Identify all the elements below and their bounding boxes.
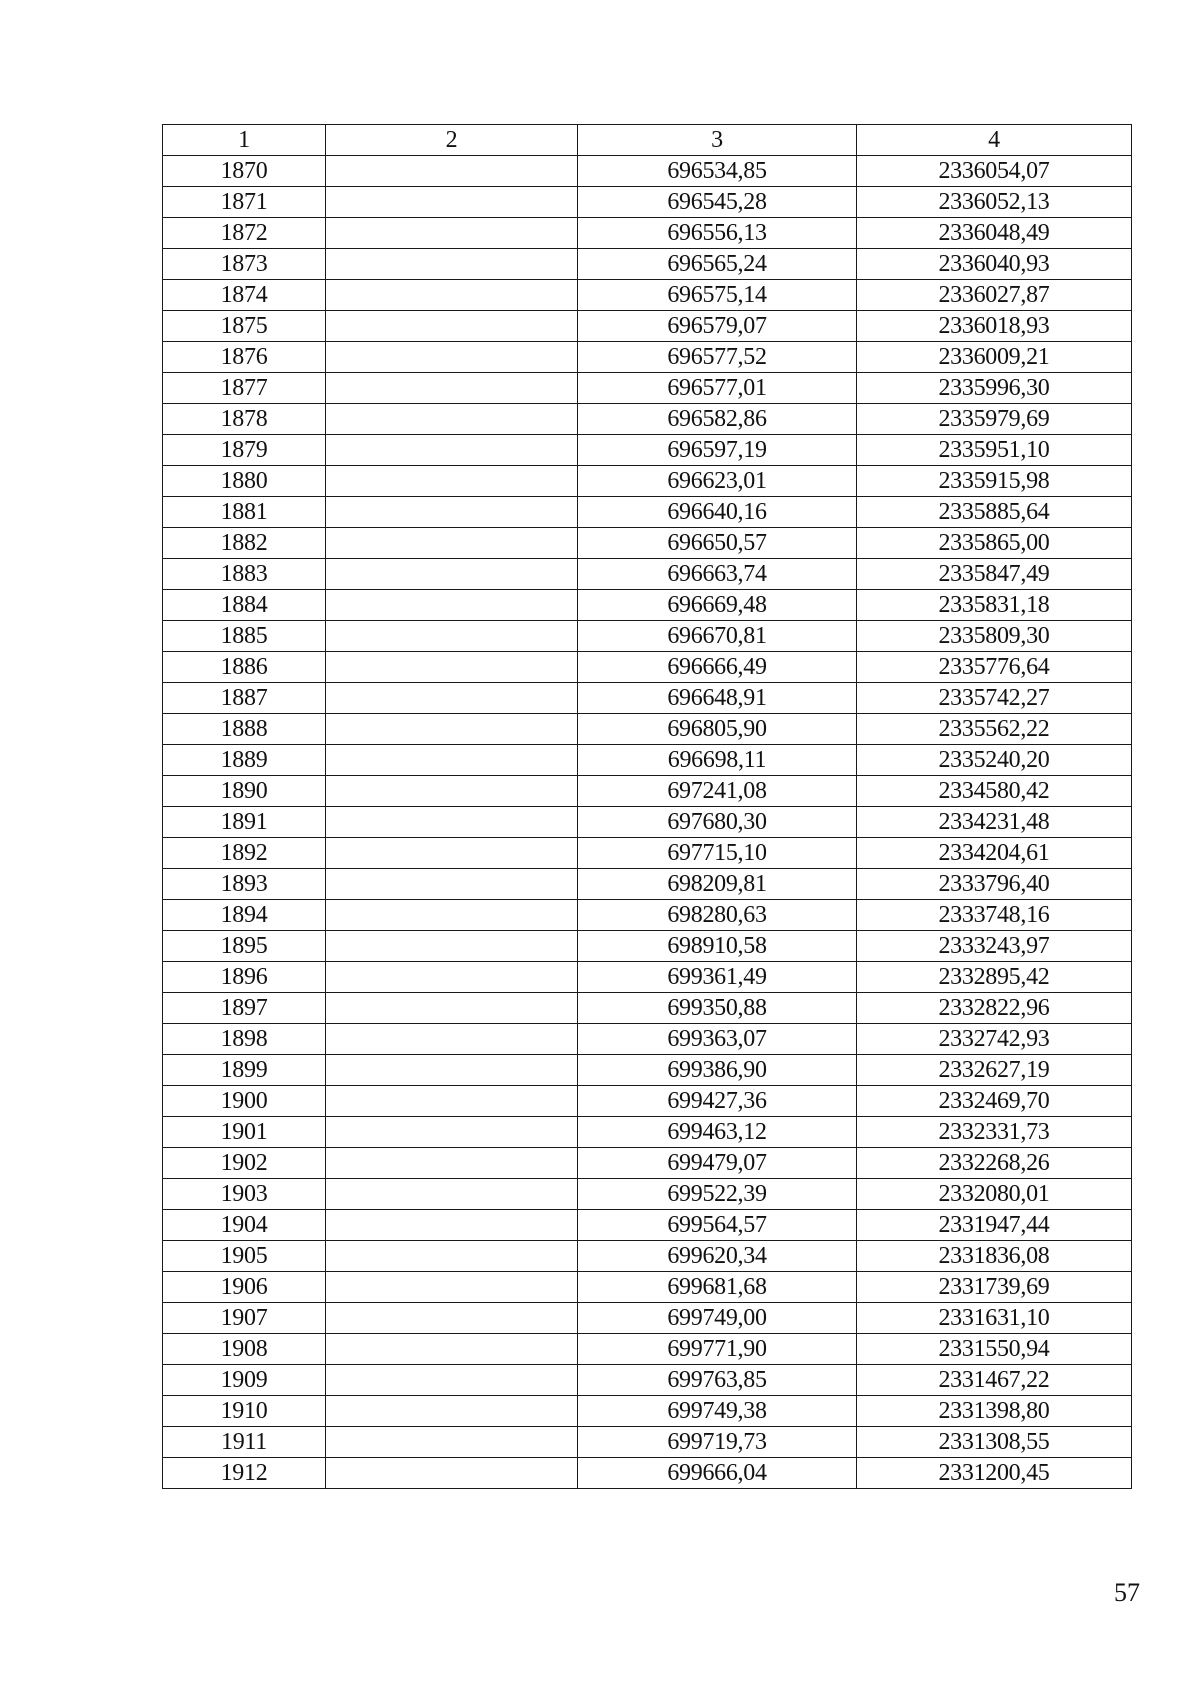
table-row bbox=[163, 1241, 1132, 1272]
point-number-cell: 1881 bbox=[163, 497, 326, 528]
table-row bbox=[163, 1303, 1132, 1334]
empty-cell bbox=[326, 559, 578, 590]
empty-cell bbox=[326, 466, 578, 497]
x-coordinate-cell: 696650,57 bbox=[578, 528, 857, 559]
point-number-cell: 1908 bbox=[163, 1334, 326, 1365]
empty-cell bbox=[326, 683, 578, 714]
x-coordinate-cell: 699719,73 bbox=[578, 1427, 857, 1458]
empty-cell bbox=[326, 373, 578, 404]
x-coordinate-cell: 699620,34 bbox=[578, 1241, 857, 1272]
table-row bbox=[163, 1024, 1132, 1055]
table-row bbox=[163, 1055, 1132, 1086]
x-coordinate-cell: 699463,12 bbox=[578, 1117, 857, 1148]
x-coordinate-cell: 696669,48 bbox=[578, 590, 857, 621]
point-number-cell: 1884 bbox=[163, 590, 326, 621]
table-row bbox=[163, 249, 1132, 280]
table-row bbox=[163, 1210, 1132, 1241]
empty-cell bbox=[326, 1117, 578, 1148]
x-coordinate-cell: 699763,85 bbox=[578, 1365, 857, 1396]
empty-cell bbox=[326, 714, 578, 745]
table-row bbox=[163, 404, 1132, 435]
x-coordinate-cell: 699681,68 bbox=[578, 1272, 857, 1303]
empty-cell bbox=[326, 1024, 578, 1055]
point-number-cell: 1910 bbox=[163, 1396, 326, 1427]
y-coordinate-cell: 2335562,22 bbox=[857, 714, 1132, 745]
point-number-cell: 1905 bbox=[163, 1241, 326, 1272]
empty-cell bbox=[326, 993, 578, 1024]
table-row bbox=[163, 435, 1132, 466]
y-coordinate-cell: 2333796,40 bbox=[857, 869, 1132, 900]
table-row bbox=[163, 497, 1132, 528]
table-row bbox=[163, 900, 1132, 931]
y-coordinate-cell: 2335951,10 bbox=[857, 435, 1132, 466]
point-number-cell: 1894 bbox=[163, 900, 326, 931]
table-row bbox=[163, 1334, 1132, 1365]
point-number-cell: 1893 bbox=[163, 869, 326, 900]
empty-cell bbox=[326, 1365, 578, 1396]
empty-cell bbox=[326, 187, 578, 218]
y-coordinate-cell: 2331398,80 bbox=[857, 1396, 1132, 1427]
x-coordinate-cell: 699363,07 bbox=[578, 1024, 857, 1055]
x-coordinate-cell: 699479,07 bbox=[578, 1148, 857, 1179]
point-number-cell: 1896 bbox=[163, 962, 326, 993]
table-row bbox=[163, 1365, 1132, 1396]
y-coordinate-cell: 2331836,08 bbox=[857, 1241, 1132, 1272]
column-header-2: 2 bbox=[326, 125, 578, 156]
point-number-cell: 1872 bbox=[163, 218, 326, 249]
point-number-cell: 1889 bbox=[163, 745, 326, 776]
empty-cell bbox=[326, 1241, 578, 1272]
empty-cell bbox=[326, 745, 578, 776]
table-row bbox=[163, 931, 1132, 962]
empty-cell bbox=[326, 900, 578, 931]
table-row bbox=[163, 776, 1132, 807]
table-row bbox=[163, 1179, 1132, 1210]
empty-cell bbox=[326, 280, 578, 311]
y-coordinate-cell: 2335742,27 bbox=[857, 683, 1132, 714]
x-coordinate-cell: 696623,01 bbox=[578, 466, 857, 497]
table-row bbox=[163, 528, 1132, 559]
y-coordinate-cell: 2336027,87 bbox=[857, 280, 1132, 311]
table-row bbox=[163, 1117, 1132, 1148]
point-number-cell: 1880 bbox=[163, 466, 326, 497]
point-number-cell: 1892 bbox=[163, 838, 326, 869]
table-row bbox=[163, 156, 1132, 187]
table-row bbox=[163, 342, 1132, 373]
table-row bbox=[163, 683, 1132, 714]
point-number-cell: 1878 bbox=[163, 404, 326, 435]
point-number-cell: 1883 bbox=[163, 559, 326, 590]
x-coordinate-cell: 699749,00 bbox=[578, 1303, 857, 1334]
table-row bbox=[163, 1086, 1132, 1117]
table-row bbox=[163, 1458, 1132, 1489]
x-coordinate-cell: 696582,86 bbox=[578, 404, 857, 435]
x-coordinate-cell: 696640,16 bbox=[578, 497, 857, 528]
y-coordinate-cell: 2335847,49 bbox=[857, 559, 1132, 590]
point-number-cell: 1909 bbox=[163, 1365, 326, 1396]
point-number-cell: 1870 bbox=[163, 156, 326, 187]
x-coordinate-cell: 697715,10 bbox=[578, 838, 857, 869]
y-coordinate-cell: 2332268,26 bbox=[857, 1148, 1132, 1179]
table-row bbox=[163, 590, 1132, 621]
point-number-cell: 1873 bbox=[163, 249, 326, 280]
y-coordinate-cell: 2336052,13 bbox=[857, 187, 1132, 218]
y-coordinate-cell: 2335240,20 bbox=[857, 745, 1132, 776]
x-coordinate-cell: 699749,38 bbox=[578, 1396, 857, 1427]
empty-cell bbox=[326, 249, 578, 280]
x-coordinate-cell: 699522,39 bbox=[578, 1179, 857, 1210]
empty-cell bbox=[326, 528, 578, 559]
point-number-cell: 1912 bbox=[163, 1458, 326, 1489]
empty-cell bbox=[326, 962, 578, 993]
x-coordinate-cell: 696597,19 bbox=[578, 435, 857, 466]
table-row bbox=[163, 807, 1132, 838]
empty-cell bbox=[326, 1396, 578, 1427]
empty-cell bbox=[326, 1458, 578, 1489]
table-row bbox=[163, 993, 1132, 1024]
x-coordinate-cell: 696663,74 bbox=[578, 559, 857, 590]
point-number-cell: 1877 bbox=[163, 373, 326, 404]
empty-cell bbox=[326, 1210, 578, 1241]
x-coordinate-cell: 698280,63 bbox=[578, 900, 857, 931]
y-coordinate-cell: 2335915,98 bbox=[857, 466, 1132, 497]
x-coordinate-cell: 699361,49 bbox=[578, 962, 857, 993]
y-coordinate-cell: 2332080,01 bbox=[857, 1179, 1132, 1210]
x-coordinate-cell: 696575,14 bbox=[578, 280, 857, 311]
point-number-cell: 1903 bbox=[163, 1179, 326, 1210]
point-number-cell: 1871 bbox=[163, 187, 326, 218]
x-coordinate-cell: 696805,90 bbox=[578, 714, 857, 745]
table-row bbox=[163, 714, 1132, 745]
empty-cell bbox=[326, 776, 578, 807]
x-coordinate-cell: 699427,36 bbox=[578, 1086, 857, 1117]
x-coordinate-cell: 697241,08 bbox=[578, 776, 857, 807]
empty-cell bbox=[326, 1427, 578, 1458]
point-number-cell: 1891 bbox=[163, 807, 326, 838]
x-coordinate-cell: 696577,52 bbox=[578, 342, 857, 373]
y-coordinate-cell: 2332331,73 bbox=[857, 1117, 1132, 1148]
y-coordinate-cell: 2335865,00 bbox=[857, 528, 1132, 559]
empty-cell bbox=[326, 218, 578, 249]
table-row bbox=[163, 838, 1132, 869]
x-coordinate-cell: 696577,01 bbox=[578, 373, 857, 404]
table-row bbox=[163, 652, 1132, 683]
point-number-cell: 1899 bbox=[163, 1055, 326, 1086]
point-number-cell: 1882 bbox=[163, 528, 326, 559]
table-row bbox=[163, 1427, 1132, 1458]
y-coordinate-cell: 2332822,96 bbox=[857, 993, 1132, 1024]
point-number-cell: 1875 bbox=[163, 311, 326, 342]
point-number-cell: 1885 bbox=[163, 621, 326, 652]
empty-cell bbox=[326, 1055, 578, 1086]
y-coordinate-cell: 2331947,44 bbox=[857, 1210, 1132, 1241]
y-coordinate-cell: 2334204,61 bbox=[857, 838, 1132, 869]
x-coordinate-cell: 699666,04 bbox=[578, 1458, 857, 1489]
point-number-cell: 1890 bbox=[163, 776, 326, 807]
y-coordinate-cell: 2333243,97 bbox=[857, 931, 1132, 962]
point-number-cell: 1900 bbox=[163, 1086, 326, 1117]
y-coordinate-cell: 2335885,64 bbox=[857, 497, 1132, 528]
point-number-cell: 1876 bbox=[163, 342, 326, 373]
table-row bbox=[163, 869, 1132, 900]
column-header-1: 1 bbox=[163, 125, 326, 156]
y-coordinate-cell: 2334231,48 bbox=[857, 807, 1132, 838]
point-number-cell: 1886 bbox=[163, 652, 326, 683]
empty-cell bbox=[326, 1303, 578, 1334]
empty-cell bbox=[326, 931, 578, 962]
y-coordinate-cell: 2334580,42 bbox=[857, 776, 1132, 807]
empty-cell bbox=[326, 497, 578, 528]
table-row bbox=[163, 962, 1132, 993]
y-coordinate-cell: 2331308,55 bbox=[857, 1427, 1132, 1458]
x-coordinate-cell: 696534,85 bbox=[578, 156, 857, 187]
y-coordinate-cell: 2331739,69 bbox=[857, 1272, 1132, 1303]
x-coordinate-cell: 696698,11 bbox=[578, 745, 857, 776]
y-coordinate-cell: 2335996,30 bbox=[857, 373, 1132, 404]
point-number-cell: 1911 bbox=[163, 1427, 326, 1458]
x-coordinate-cell: 696579,07 bbox=[578, 311, 857, 342]
y-coordinate-cell: 2332469,70 bbox=[857, 1086, 1132, 1117]
empty-cell bbox=[326, 807, 578, 838]
y-coordinate-cell: 2331631,10 bbox=[857, 1303, 1132, 1334]
table-row bbox=[163, 280, 1132, 311]
point-number-cell: 1888 bbox=[163, 714, 326, 745]
point-number-cell: 1906 bbox=[163, 1272, 326, 1303]
table-row bbox=[163, 559, 1132, 590]
column-header-3: 3 bbox=[578, 125, 857, 156]
y-coordinate-cell: 2336054,07 bbox=[857, 156, 1132, 187]
table-row bbox=[163, 311, 1132, 342]
y-coordinate-cell: 2336048,49 bbox=[857, 218, 1132, 249]
table-row bbox=[163, 187, 1132, 218]
x-coordinate-cell: 699771,90 bbox=[578, 1334, 857, 1365]
y-coordinate-cell: 2331467,22 bbox=[857, 1365, 1132, 1396]
empty-cell bbox=[326, 621, 578, 652]
empty-cell bbox=[326, 156, 578, 187]
empty-cell bbox=[326, 1148, 578, 1179]
empty-cell bbox=[326, 1334, 578, 1365]
y-coordinate-cell: 2331550,94 bbox=[857, 1334, 1132, 1365]
x-coordinate-cell: 698209,81 bbox=[578, 869, 857, 900]
point-number-cell: 1904 bbox=[163, 1210, 326, 1241]
point-number-cell: 1874 bbox=[163, 280, 326, 311]
empty-cell bbox=[326, 1272, 578, 1303]
empty-cell bbox=[326, 652, 578, 683]
coordinates-table bbox=[162, 124, 1132, 1489]
y-coordinate-cell: 2332627,19 bbox=[857, 1055, 1132, 1086]
point-number-cell: 1907 bbox=[163, 1303, 326, 1334]
x-coordinate-cell: 696545,28 bbox=[578, 187, 857, 218]
page-number: 57 bbox=[1114, 1578, 1140, 1607]
y-coordinate-cell: 2335809,30 bbox=[857, 621, 1132, 652]
empty-cell bbox=[326, 590, 578, 621]
table-row bbox=[163, 1396, 1132, 1427]
empty-cell bbox=[326, 404, 578, 435]
point-number-cell: 1901 bbox=[163, 1117, 326, 1148]
table-row bbox=[163, 1272, 1132, 1303]
empty-cell bbox=[326, 311, 578, 342]
empty-cell bbox=[326, 342, 578, 373]
empty-cell bbox=[326, 838, 578, 869]
table-row bbox=[163, 1148, 1132, 1179]
point-number-cell: 1887 bbox=[163, 683, 326, 714]
x-coordinate-cell: 699564,57 bbox=[578, 1210, 857, 1241]
y-coordinate-cell: 2332895,42 bbox=[857, 962, 1132, 993]
y-coordinate-cell: 2331200,45 bbox=[857, 1458, 1132, 1489]
table-row bbox=[163, 621, 1132, 652]
table-row bbox=[163, 373, 1132, 404]
x-coordinate-cell: 696670,81 bbox=[578, 621, 857, 652]
point-number-cell: 1902 bbox=[163, 1148, 326, 1179]
table-header-row bbox=[163, 125, 1132, 156]
table-body bbox=[163, 156, 1132, 1489]
point-number-cell: 1879 bbox=[163, 435, 326, 466]
empty-cell bbox=[326, 1086, 578, 1117]
empty-cell bbox=[326, 435, 578, 466]
x-coordinate-cell: 698910,58 bbox=[578, 931, 857, 962]
y-coordinate-cell: 2335979,69 bbox=[857, 404, 1132, 435]
empty-cell bbox=[326, 1179, 578, 1210]
y-coordinate-cell: 2335831,18 bbox=[857, 590, 1132, 621]
table-row bbox=[163, 745, 1132, 776]
x-coordinate-cell: 696666,49 bbox=[578, 652, 857, 683]
table-row bbox=[163, 466, 1132, 497]
x-coordinate-cell: 696556,13 bbox=[578, 218, 857, 249]
point-number-cell: 1898 bbox=[163, 1024, 326, 1055]
point-number-cell: 1897 bbox=[163, 993, 326, 1024]
y-coordinate-cell: 2335776,64 bbox=[857, 652, 1132, 683]
empty-cell bbox=[326, 869, 578, 900]
x-coordinate-cell: 696565,24 bbox=[578, 249, 857, 280]
table-row bbox=[163, 218, 1132, 249]
y-coordinate-cell: 2336040,93 bbox=[857, 249, 1132, 280]
x-coordinate-cell: 697680,30 bbox=[578, 807, 857, 838]
y-coordinate-cell: 2336018,93 bbox=[857, 311, 1132, 342]
x-coordinate-cell: 696648,91 bbox=[578, 683, 857, 714]
point-number-cell: 1895 bbox=[163, 931, 326, 962]
column-header-4: 4 bbox=[857, 125, 1132, 156]
x-coordinate-cell: 699386,90 bbox=[578, 1055, 857, 1086]
y-coordinate-cell: 2333748,16 bbox=[857, 900, 1132, 931]
y-coordinate-cell: 2332742,93 bbox=[857, 1024, 1132, 1055]
x-coordinate-cell: 699350,88 bbox=[578, 993, 857, 1024]
y-coordinate-cell: 2336009,21 bbox=[857, 342, 1132, 373]
